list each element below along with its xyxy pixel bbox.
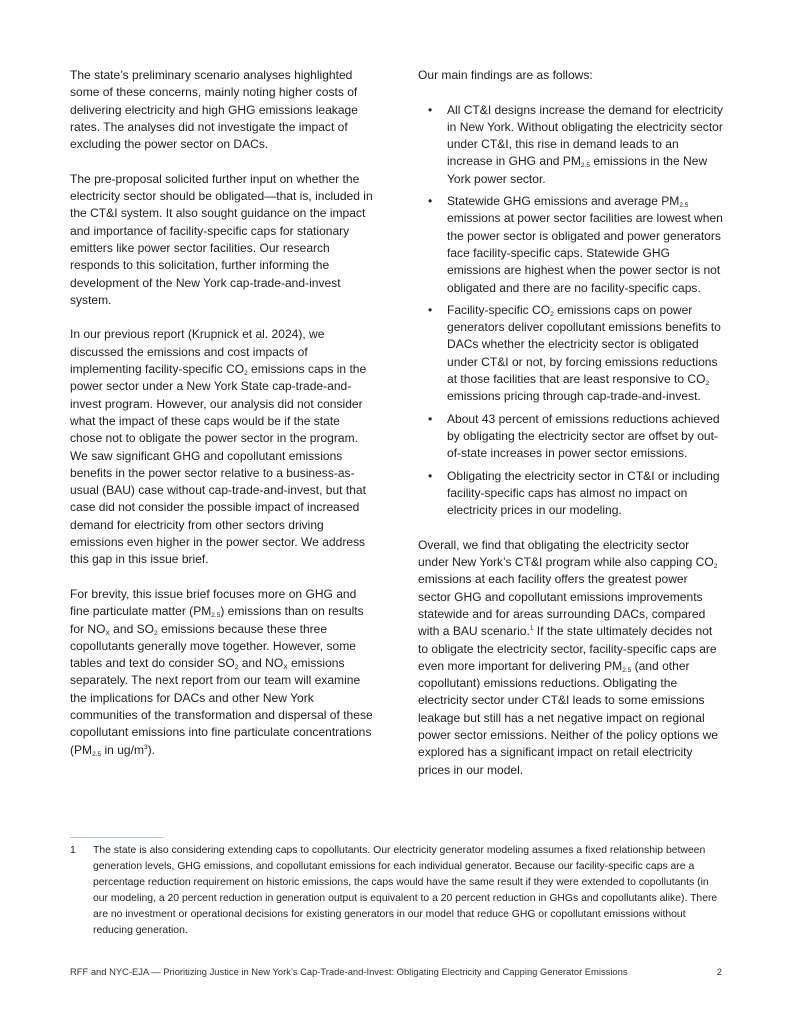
footnote-number: 1 [70,845,76,856]
bullet-icon: • [428,102,433,117]
finding-item: • All CT&I designs increase the demand for electricity in New York. Without obligating the electricity sector under CT&I, this rise in demand leads to an increase in GHG and $PM_{2.5}$ emissions in the New York power sector. [428,102,723,186]
findings-list [418,102,723,520]
left-column [70,67,375,776]
finding-item: • Obligating the electricity sector in CT&I or including facility-specific caps has almost no impact on electricity prices in our modeling. [428,468,720,518]
footnote-text: The state is also considering extending caps to copollutants. Our electricity generator modeling assumes a fixed relationship between generation levels, GHG emissions, and copollutant emissions for each individual generator. Because our facility-specific caps are a percentage reduction requirement on historic emissions, the caps would have the same result if they were extended to copollutants (in our modeling, a 20 percent reduction in generation output is equivalent to a 20 percent reduction in GHGs and copollutants alike). There are no investment or operational decisions for existing generators in our model that reduce GHG or copollutant emissions without reducing generation. [93,845,718,936]
paragraph-pre-proposal: The pre-proposal solicited further input on whether the electricity sector should be obligated—that is, included in the CT&I system. It also sought guidance on the impact and importance of facility-specific caps for stationary emitters like power sector facilities. Our research responds to this solicitation, further informing the development of the New York cap-trade-and-invest system. [70,171,373,307]
footnote [70,843,725,939]
bullet-icon: • [428,411,433,426]
bullet-icon: • [428,194,433,209]
finding-item: • Statewide GHG emissions and average $PM_{2.5}$ emissions at power sector facilities are lowest when the power sector is obligated and power generators face facility-specific caps. Statewide GHG emissions are highest when the power sector is not obligated and there are no facility-specific caps. [428,194,723,295]
findings-intro: Our main findings are as follows: [418,68,593,82]
footnote-divider [70,837,163,838]
page-number: 2 [716,966,722,977]
finding-item: • Facility-specific $CO_2$ emissions caps on power generators deliver copollutant emissions benefits to DACs whether the electricity sector is obligated under CT&I or not, by forcing emissions reductions at those facilities that are least responsive to $CO_2$ emissions pricing through cap-trade-and-invest. [428,302,721,404]
footer-title: RFF and NYC-EJA — Prioritizing Justice in New York’s Cap-Trade-and-Invest: Obligating Electricity and Capping Generator Emissions [70,966,628,977]
paragraph-overall: Overall, we find that obligating the electricity sector under New York’s CT&I program while also capping $CO_2$ emissions at each facility offers the greatest power sector GHG and copollutant emissions improvements statewide and for areas surrounding DACs, compared with a BAU scenario.$^1$ If the state ultimately decides not to obligate the electricity sector, facility-specific caps are even more important for delivering $PM_{2.5}$ (and other copollutant) emissions reductions. Obligating the electricity sector under CT&I leads to some emissions leakage but still has a net negative impact on regional power sector emissions. Neither of the policy options we explored has a significant impact on retail electricity prices in our model. [418,537,718,777]
bullet-icon: • [428,468,433,483]
footnote-reference[interactable]: 1 [529,625,534,633]
paragraph-brevity: For brevity, this issue brief focuses more on GHG and fine particulate matter $(PM_{2.5})$ emissions than on results for $NO_X$ and $SO_2$ emissions because these three copollutants generally move together. However, some tables and text do consider $SO_2$ and $NO_X$ emissions separately. The next report from our team will examine the implications for DACs and other New York communities of the transformation and dispersal of these copollutant emissions into fine particulate concentrations ($PM_{2.5}$ in $ug/m^3$). [70,586,373,758]
paragraph-previous-report: In our previous report (Krupnick et al. 2024), we discussed the emissions and cost impacts of implementing facility-specific $CO_2$ emissions caps in the power sector under a New York State cap-trade-and-invest program. However, our analysis did not consider what the impact of these caps would be if the state chose not to obligate the power sector in the program. We saw significant GHG and copollutant emissions benefits in the power sector relative to a business-as-usual (BAU) case without cap-trade-and-invest, but that case did not consider the possible impact of increased demand for electricity from other sectors driving emissions even higher in the power sector. We address this gap in this issue brief. [70,327,367,567]
finding-item: • About 43 percent of emissions reductions achieved by obligating the electricity sector are offset by out-of-state increases in power sector emissions. [428,411,720,461]
paragraph-preliminary-analyses: The state’s preliminary scenario analyses highlighted some of these concerns, mainly noting higher costs of delivering electricity and high GHG emissions leakage rates. The analyses did not investigate the impact of excluding the power sector on DACs. [70,68,358,152]
right-column [418,67,723,796]
bullet-icon: • [428,302,433,317]
